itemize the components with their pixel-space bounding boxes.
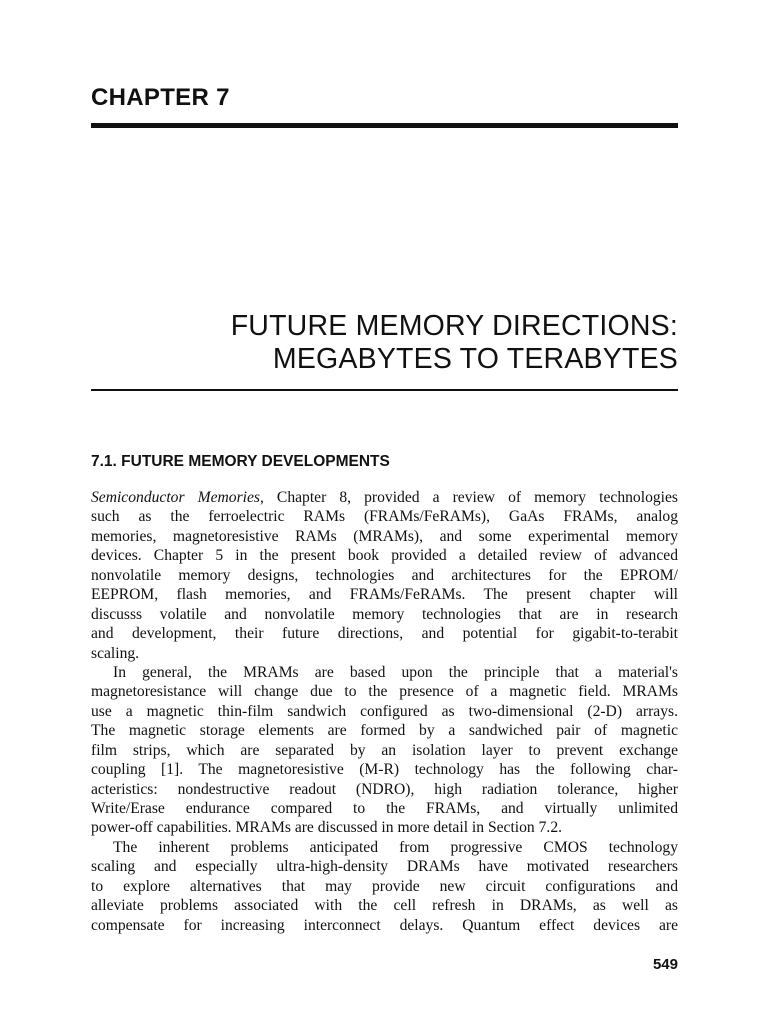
page-number: 549 [652, 956, 678, 973]
body-text [91, 488, 678, 935]
text-line: Write/Erase endurance compared to the FRAMs, and virtually unlimited [91, 800, 678, 817]
text-line: alleviate problems associated with the cell refresh in DRAMs, as well as [91, 897, 678, 915]
text-line: nonvolatile memory designs, technologies and architectures for the EPROM/ [91, 566, 678, 584]
chapter-title-line: FUTURE MEMORY DIRECTIONS: [230, 310, 678, 342]
text-line: such as the ferroelectric RAMs (FRAMs/FeRAMs), GaAs FRAMs, analog [91, 508, 678, 526]
text-line: film strips, which are separated by an isolation layer to prevent exchange [91, 741, 678, 759]
paragraph [91, 488, 678, 663]
text-line: memories, magnetoresistive RAMs (MRAMs), and some experimental memory [91, 527, 678, 545]
text-line: EEPROM, flash memories, and FRAMs/FeRAMs. The present chapter will [91, 586, 678, 604]
chapter-label: CHAPTER 7 [91, 84, 230, 111]
section-heading: 7.1. FUTURE MEMORY DEVELOPMENTS [91, 453, 390, 470]
text-line: acteristics: nondestructive readout (NDRO), high radiation tolerance, higher [91, 780, 678, 798]
text-line: magnetoresistance will change due to the presence of a magnetic field. MRAMs [91, 683, 678, 701]
text-line: devices. Chapter 5 in the present book provided a detailed review of advanced [91, 547, 678, 565]
text-line: coupling [1]. The magnetoresistive (M-R) technology has the following char- [91, 761, 678, 779]
book-title: Semiconductor Memories [91, 489, 260, 506]
text-line [91, 488, 678, 507]
text-line: use a magnetic thin-film sandwich configured as two-dimensional (2-D) arrays. [91, 702, 678, 720]
text-run: , Chapter 8, provided a review of memory technologies [259, 489, 678, 506]
text-line: compensate for increasing interconnect delays. Quantum effect devices are [91, 916, 678, 934]
text-line: The magnetic storage elements are formed by a sandwiched pair of magnetic [91, 722, 678, 740]
text-line: In general, the MRAMs are based upon the principle that a material's [113, 663, 678, 681]
chapter-title [91, 310, 678, 376]
text-line: power-off capabilities. MRAMs are discussed in more detail in Section 7.2. [91, 819, 563, 837]
paragraph [91, 663, 678, 838]
text-line: The inherent problems anticipated from progressive CMOS technology [113, 838, 678, 856]
text-line: to explore alternatives that may provide new circuit configurations and [91, 877, 678, 895]
paragraph [91, 838, 678, 935]
chapter-rule [91, 123, 678, 128]
text-line: scaling and especially ultra-high-density DRAMs have motivated researchers [91, 858, 678, 876]
title-rule [91, 389, 678, 391]
text-line: discusss volatile and nonvolatile memory technologies that are in research [91, 605, 678, 623]
chapter-title-line: MEGABYTES TO TERABYTES [272, 343, 678, 375]
text-line: and development, their future directions, and potential for gigabit-to-terabit [91, 625, 678, 643]
text-line: scaling. [91, 644, 140, 662]
